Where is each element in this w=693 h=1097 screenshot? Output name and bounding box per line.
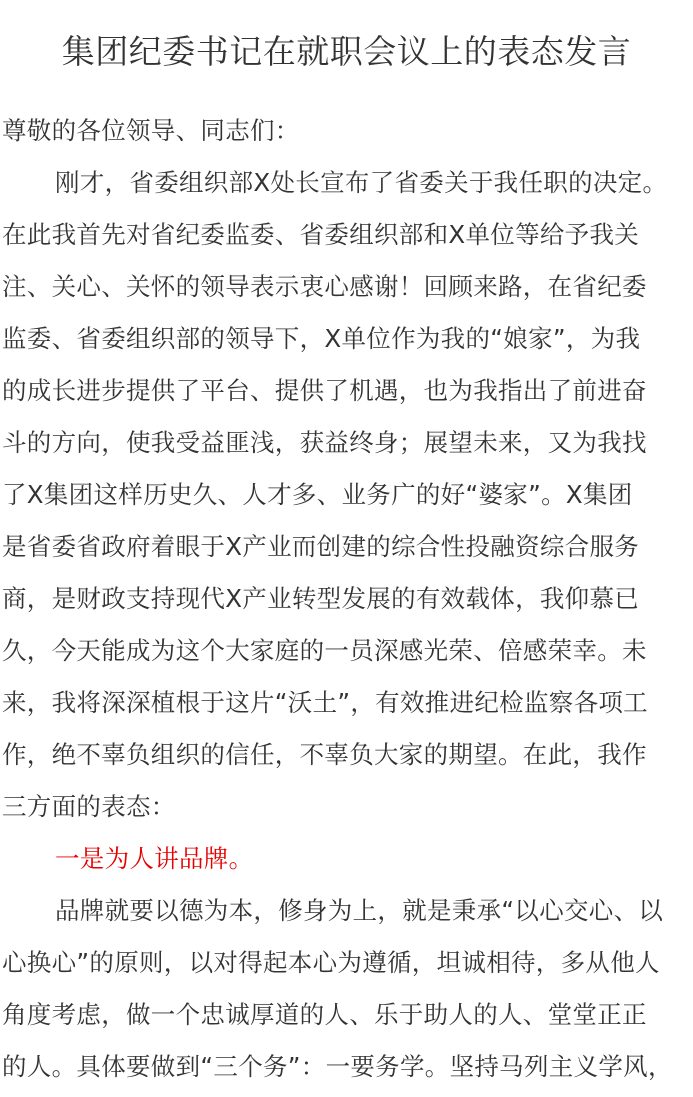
salutation: 尊敬的各位领导、同志们：	[2, 116, 300, 145]
paragraph-line: 三方面的表态：	[2, 792, 176, 821]
paragraph-line: 心换心”的原则，以对得起本心为遵循，坦诚相待，多从他人	[2, 948, 660, 977]
paragraph-line: 作，绝不辜负组织的信任，不辜负大家的期望。在此，我作	[2, 740, 647, 769]
paragraph-line: 角度考虑，做一个忠诚厚道的人、乐于助人的人、堂堂正正	[2, 1000, 647, 1029]
document-title: 集团纪委书记在就职会议上的表态发言	[61, 32, 632, 71]
paragraph-line: 监委、省委组织部的领导下，X单位作为我的“娘家”，为我	[2, 324, 641, 353]
paragraph-line: 来，我将深深植根于这片“沃土”，有效推进纪检监察各项工	[2, 688, 648, 717]
paragraph-line: 注、关心、关怀的领导表示衷心感谢！回顾来路，在省纪委	[2, 272, 647, 301]
section-heading: 一是为人讲品牌。	[55, 844, 254, 873]
paragraph-line: 斗的方向，使我受益匪浅，获益终身；展望未来，又为我找	[2, 428, 647, 457]
paragraph-line: 商，是财政支持现代X产业转型发展的有效载体，我仰慕已	[2, 584, 640, 613]
paragraph-line: 品牌就要以德为本，修身为上，就是秉承“以心交心、以	[55, 896, 664, 925]
paragraph-line: 的人。具体要做到“三个务”：一要务学。坚持马列主义学风，	[2, 1052, 673, 1081]
paragraph-line: 了X集团这样历史久、人才多、业务广的好“婆家”。X集团	[2, 480, 633, 509]
paragraph-line: 在此我首先对省纪委监委、省委组织部和X单位等给予我关	[2, 220, 640, 249]
paragraph-line: 的成长进步提供了平台、提供了机遇，也为我指出了前进奋	[2, 376, 647, 405]
paragraph-line: 刚才，省委组织部X处长宣布了省委关于我任职的决定。	[55, 168, 668, 197]
paragraph-line: 久，今天能成为这个大家庭的一员深感光荣、倍感荣幸。未	[2, 636, 647, 665]
paragraph-line: 是省委省政府着眼于X产业而创建的综合性投融资综合服务	[2, 532, 640, 561]
